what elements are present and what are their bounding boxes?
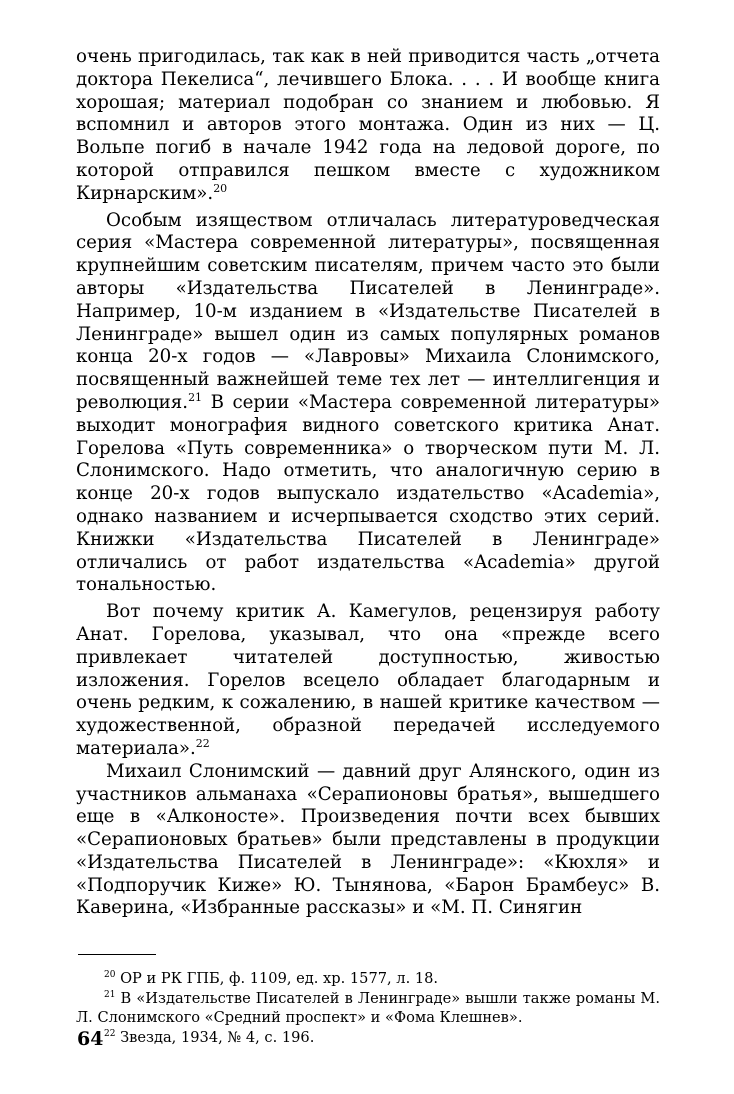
footnote-ref-21: 21 [188, 390, 203, 404]
footnote-num: 22 [104, 1028, 116, 1039]
footnote-21 [76, 989, 660, 1028]
footnote-divider [78, 954, 156, 955]
footnote-text: В «Издательстве Писателей в Ленинграде» вышли также романы М. Л. Слонимского «Средний проспект» и «Фома Клешнев». [76, 989, 660, 1027]
page-number: 64 [77, 1028, 104, 1050]
footnote-20 [76, 969, 660, 989]
paragraph-3 [76, 601, 660, 761]
footnote-num: 20 [104, 970, 116, 981]
footnote-ref-20: 20 [213, 181, 228, 195]
footnote-ref-22: 22 [195, 736, 210, 750]
paragraph-4 [76, 761, 660, 921]
footnote-text: ОР и РК ГПБ, ф. 1109, ед. хр. 1577, л. 18. [115, 970, 439, 988]
body-text [76, 46, 660, 920]
paragraph-1-text: очень пригодилась, так как в ней приводится часть „отчета доктора Пекелиса“, лечившего Блока. . . . И вообще книга хорошая; материал подобран со знанием и любовью. Я вспомнил и авторов этого монтажа. Один из них — Ц. Вольпе погиб в начале 1942 года на ледовой дороге, по которой отправился пешком вместе с художником Кирнарским». [76, 46, 660, 204]
paragraph-3-text: Вот почему критик А. Камегулов, рецензируя работу Анат. Горелова, указывал, что она «прежде всего привлекает читателей доступностью, живостью изложения. Горелов всецело обладает благодарным и очень редким, к сожалению, в нашей критике качеством — художественной, образной передачей исследуемого материала». [76, 601, 660, 759]
paragraph-2-text-a: Особым изяществом отличалась литературоведческая серия «Мастера современной литературы», посвященная крупнейшим советским писателям, причем часто это были авторы «Издательства Писателей в Ленинграде». Например, 10-м изданием в «Издательстве Писателей в Ленинграде» вышел один из самых популярных романов конца 20-х годов — «Лавровы» Михаила Слонимского, посвященный важнейшей теме тех лет — интеллигенция и революция. [76, 209, 660, 413]
paragraph-2 [76, 210, 660, 598]
paragraph-4-text: Михаил Слонимский — давний друг Алянского, один из участников альманаха «Серапионовы братья», вышедшего еще в «Алконосте». Произведения почти всех бывших «Серапионовых братьев» были представлены в продукции «Издательства Писателей в Ленинграде»: «Кюхля» и «Подпоручик Киже» Ю. Тынянова, «Барон Брамбеус» В. Каверина, «Избранные рассказы» и «М. П. Синягин [76, 760, 660, 919]
paragraph-2-text-b: В серии «Мастера современной литературы» выходит монография видного советского критика Анат. Горелова «Путь современника» о творческом пути М. Л. Слонимского. Надо отметить, что аналогичную серию в конце 20-х годов выпускало издательство «Academia», однако названием и исчерпывается сходство этих серий. Книжки «Издательства Писателей в Ленинграде» отличались от работ издательства «Academia» другой тональностью. [76, 391, 660, 596]
footnote-22 [76, 1028, 660, 1048]
footnote-text: Звезда, 1934, № 4, с. 196. [115, 1028, 315, 1046]
footnotes [76, 969, 660, 1047]
page-content [76, 46, 660, 1047]
paragraph-1 [76, 46, 660, 206]
footnote-num: 21 [104, 989, 116, 1000]
